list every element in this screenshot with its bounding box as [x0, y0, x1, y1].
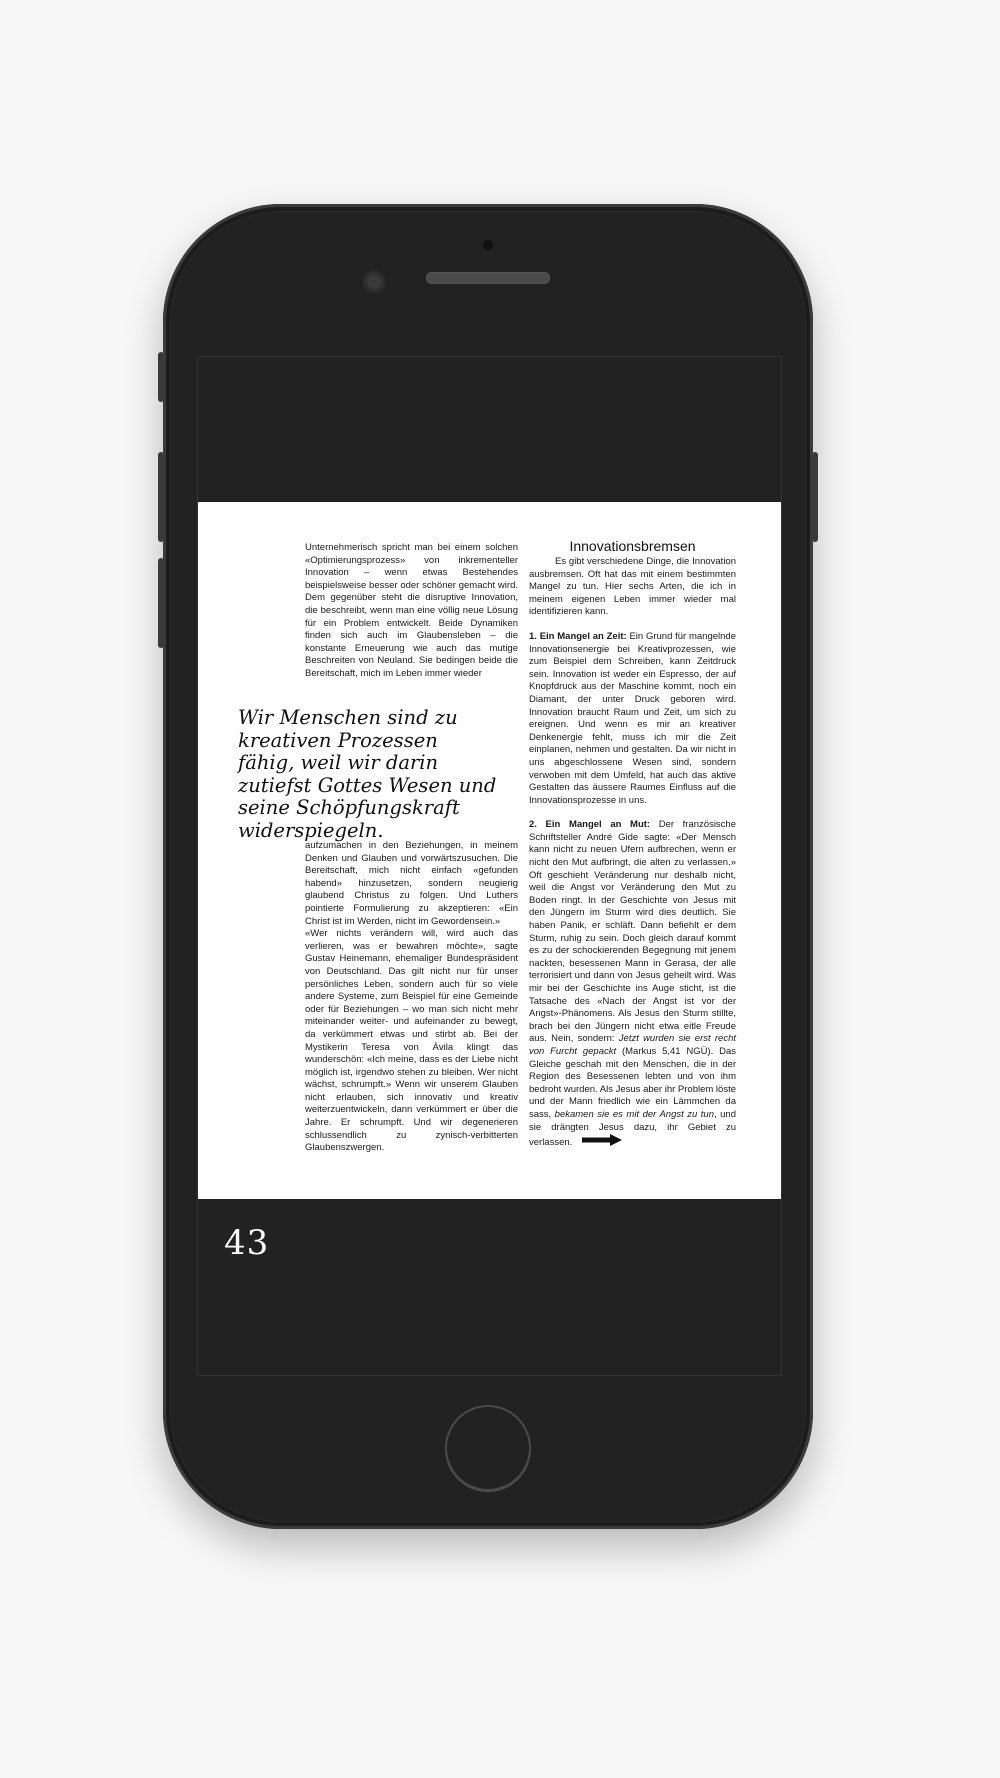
volume-down-button [158, 558, 164, 648]
screen [197, 356, 782, 1376]
list-item-text: Der französische Schriftsteller André Gide sagte: «Der Mensch kann nicht zu neuen Ufern aufbrechen, wenn er nicht den Mut aufbringt, die alten zu verlassen.» Oft geschieht Veränderung nur deshalb nicht, weil die Angst vor Veränderung den Mut zu Boden ringt. In der Geschichte von Jesus mit den Jüngern im Sturm wird dies deutlich. Sie haben Panik, er schläft. Dann befiehlt er dem Sturm, ruhig zu sein. Doch gleich darauf kommt es zu der schockierenden Begegnung mit jenem nackten, besessenen Mann in Gerasa, der alle terrorisiert und dann von Jesus geheilt wird. Was mir bei der Geschichte ins Auge sticht, ist die Tatsache des «Nach der Angst ist vor der Angst»-Phänomens. Als Jesus den Sturm stillte, brach bei den Jüngern nicht etwa eitle Freude aus. Nein, sondern: [529, 819, 736, 1045]
list-item [529, 631, 736, 807]
volume-up-button [158, 452, 164, 542]
column-right [529, 538, 736, 1151]
paragraph: Es gibt verschiedene Dinge, die Innovation ausbremsen. Oft hat das mit einem bestimmten Mangel zu tun. Hier sechs Arten, die ich in meinem eigenen Leben immer wieder mal identifizieren kann. [529, 556, 736, 618]
list-item-text: (Markus 5,41 NGÜ). Das Gleiche geschah mit den Menschen, die in der Region des Besessenen lebten und von ihm bedroht wurden. Als Jesus aber ihr Problem löste und der Mann friedlich wie ein Lämmchen da sass, [529, 1045, 736, 1120]
list-item-title: 1. Ein Mangel an Zeit: [529, 630, 627, 642]
continue-arrow-icon[interactable] [582, 1134, 622, 1151]
column-left-top [305, 542, 518, 681]
proximity-sensor [483, 240, 493, 250]
column-left-bottom [305, 840, 518, 1155]
home-button[interactable] [445, 1405, 531, 1491]
paragraph: aufzumachen in den Beziehungen, in meinem Denken und Glauben und vorwärtszusuchen. Die Bereitschaft, mich nicht einfach «gefunden habend» hinzusetzen, sondern neugierig glaubend Christus zu folgen. Und Luthers pointierte Formulierung zu akzeptieren: «Ein Christ ist im Werden, nicht im Gewordensein.» [305, 840, 518, 927]
list-item-title: 2. Ein Mangel an Mut: [529, 819, 651, 831]
page-number: 43 [224, 1223, 270, 1263]
bible-quote: Jetzt wurden sie erst recht von Furcht gepackt [529, 1033, 736, 1057]
mute-switch [158, 352, 164, 402]
paragraph: Unternehmerisch spricht man bei einem solchen «Optimierungsprozess» von inkrementeller Innovation – wenn etwas Bestehendes beispielsweise besser oder schöner gemacht wird. Dem gegenüber steht die disruptive Innovation, die beschreibt, wenn man eine völlig neue Lösung für ein Problem entwickelt. Beide Dynamiken finden sich auch im Glaubensleben – die konstante Erneuerung wie auch das mutige Beschreiten von Neuland. Sie bedingen beide die Bereitschaft, mich im Leben immer wieder [305, 542, 518, 679]
list-item-text: , und sie drängten Jesus dazu, ihr Gebiet zu verlassen. [529, 1108, 736, 1148]
list-item-text: Ein Grund für mangelnde Innovationsenergie bei Kreativprozessen, wie zum Beispiel dem Schreiben, kann Zeitdruck sein. Innovation ist weder ein Espresso, der auf Knopfdruck aus der Maschine kommt, noch ein Diamant, der unter Druck geboren wird. Innovation braucht Raum und Zeit, um sich zu ereignen. Und wenn es mir an kreativer Denkenergie fehlt, muss ich mir die Zeit einplanen, nehmen und gestalten. Da wir nicht in uns abgeschlossene Wesen sind, sondern verwoben mit dem Umfeld, hat auch das aktive Gestalten das äussere Raumes Einfluss auf die Innovationsprozesse in uns. [529, 630, 736, 806]
earpiece-speaker [426, 272, 550, 284]
list-item [529, 819, 736, 1150]
section-heading: Innovationsbremsen [569, 538, 696, 554]
magazine-page[interactable] [198, 502, 781, 1199]
paragraph: «Wer nichts verändern will, wird auch das verlieren, was er bewahren möchte», sagte Gustav Heinemann, ehemaliger Bundespräsident von Deutschland. Das gilt nicht nur für unser persönliches Leben, sondern auch für so viele andere Systeme, zum Beispiel für eine Gemeinde oder für Beziehungen – wo man sich nicht mehr miteinander weiter- und aufeinander zu bewegt, da verkümmert etwas und stirbt ab. Bei der Mystikerin Teresa von Ávila klingt das wunderschön: «Ich meine, dass es der Liebe nicht möglich ist, irgendwo stehen zu bleiben. Wer nicht wächst, schrumpft.» Wenn wir unserem Glauben nicht erlauben, sich innovativ und kreativ weiterzuentwickeln, dann verkümmert er über die Jahre. Er schrumpft. Und wir degenerieren schlussendlich zu zynisch-verbitterten Glaubenszwergen. [305, 928, 518, 1154]
power-button [812, 452, 818, 542]
front-camera-icon [363, 271, 385, 293]
pull-quote: Wir Menschen sind zu kreativen Prozessen fähig, weil wir darin zutiefst Gottes Wesen und seine Schöpfungskraft widerspiegeln. [238, 706, 497, 842]
bible-quote: bekamen sie es mit der Angst zu tun [554, 1108, 714, 1120]
